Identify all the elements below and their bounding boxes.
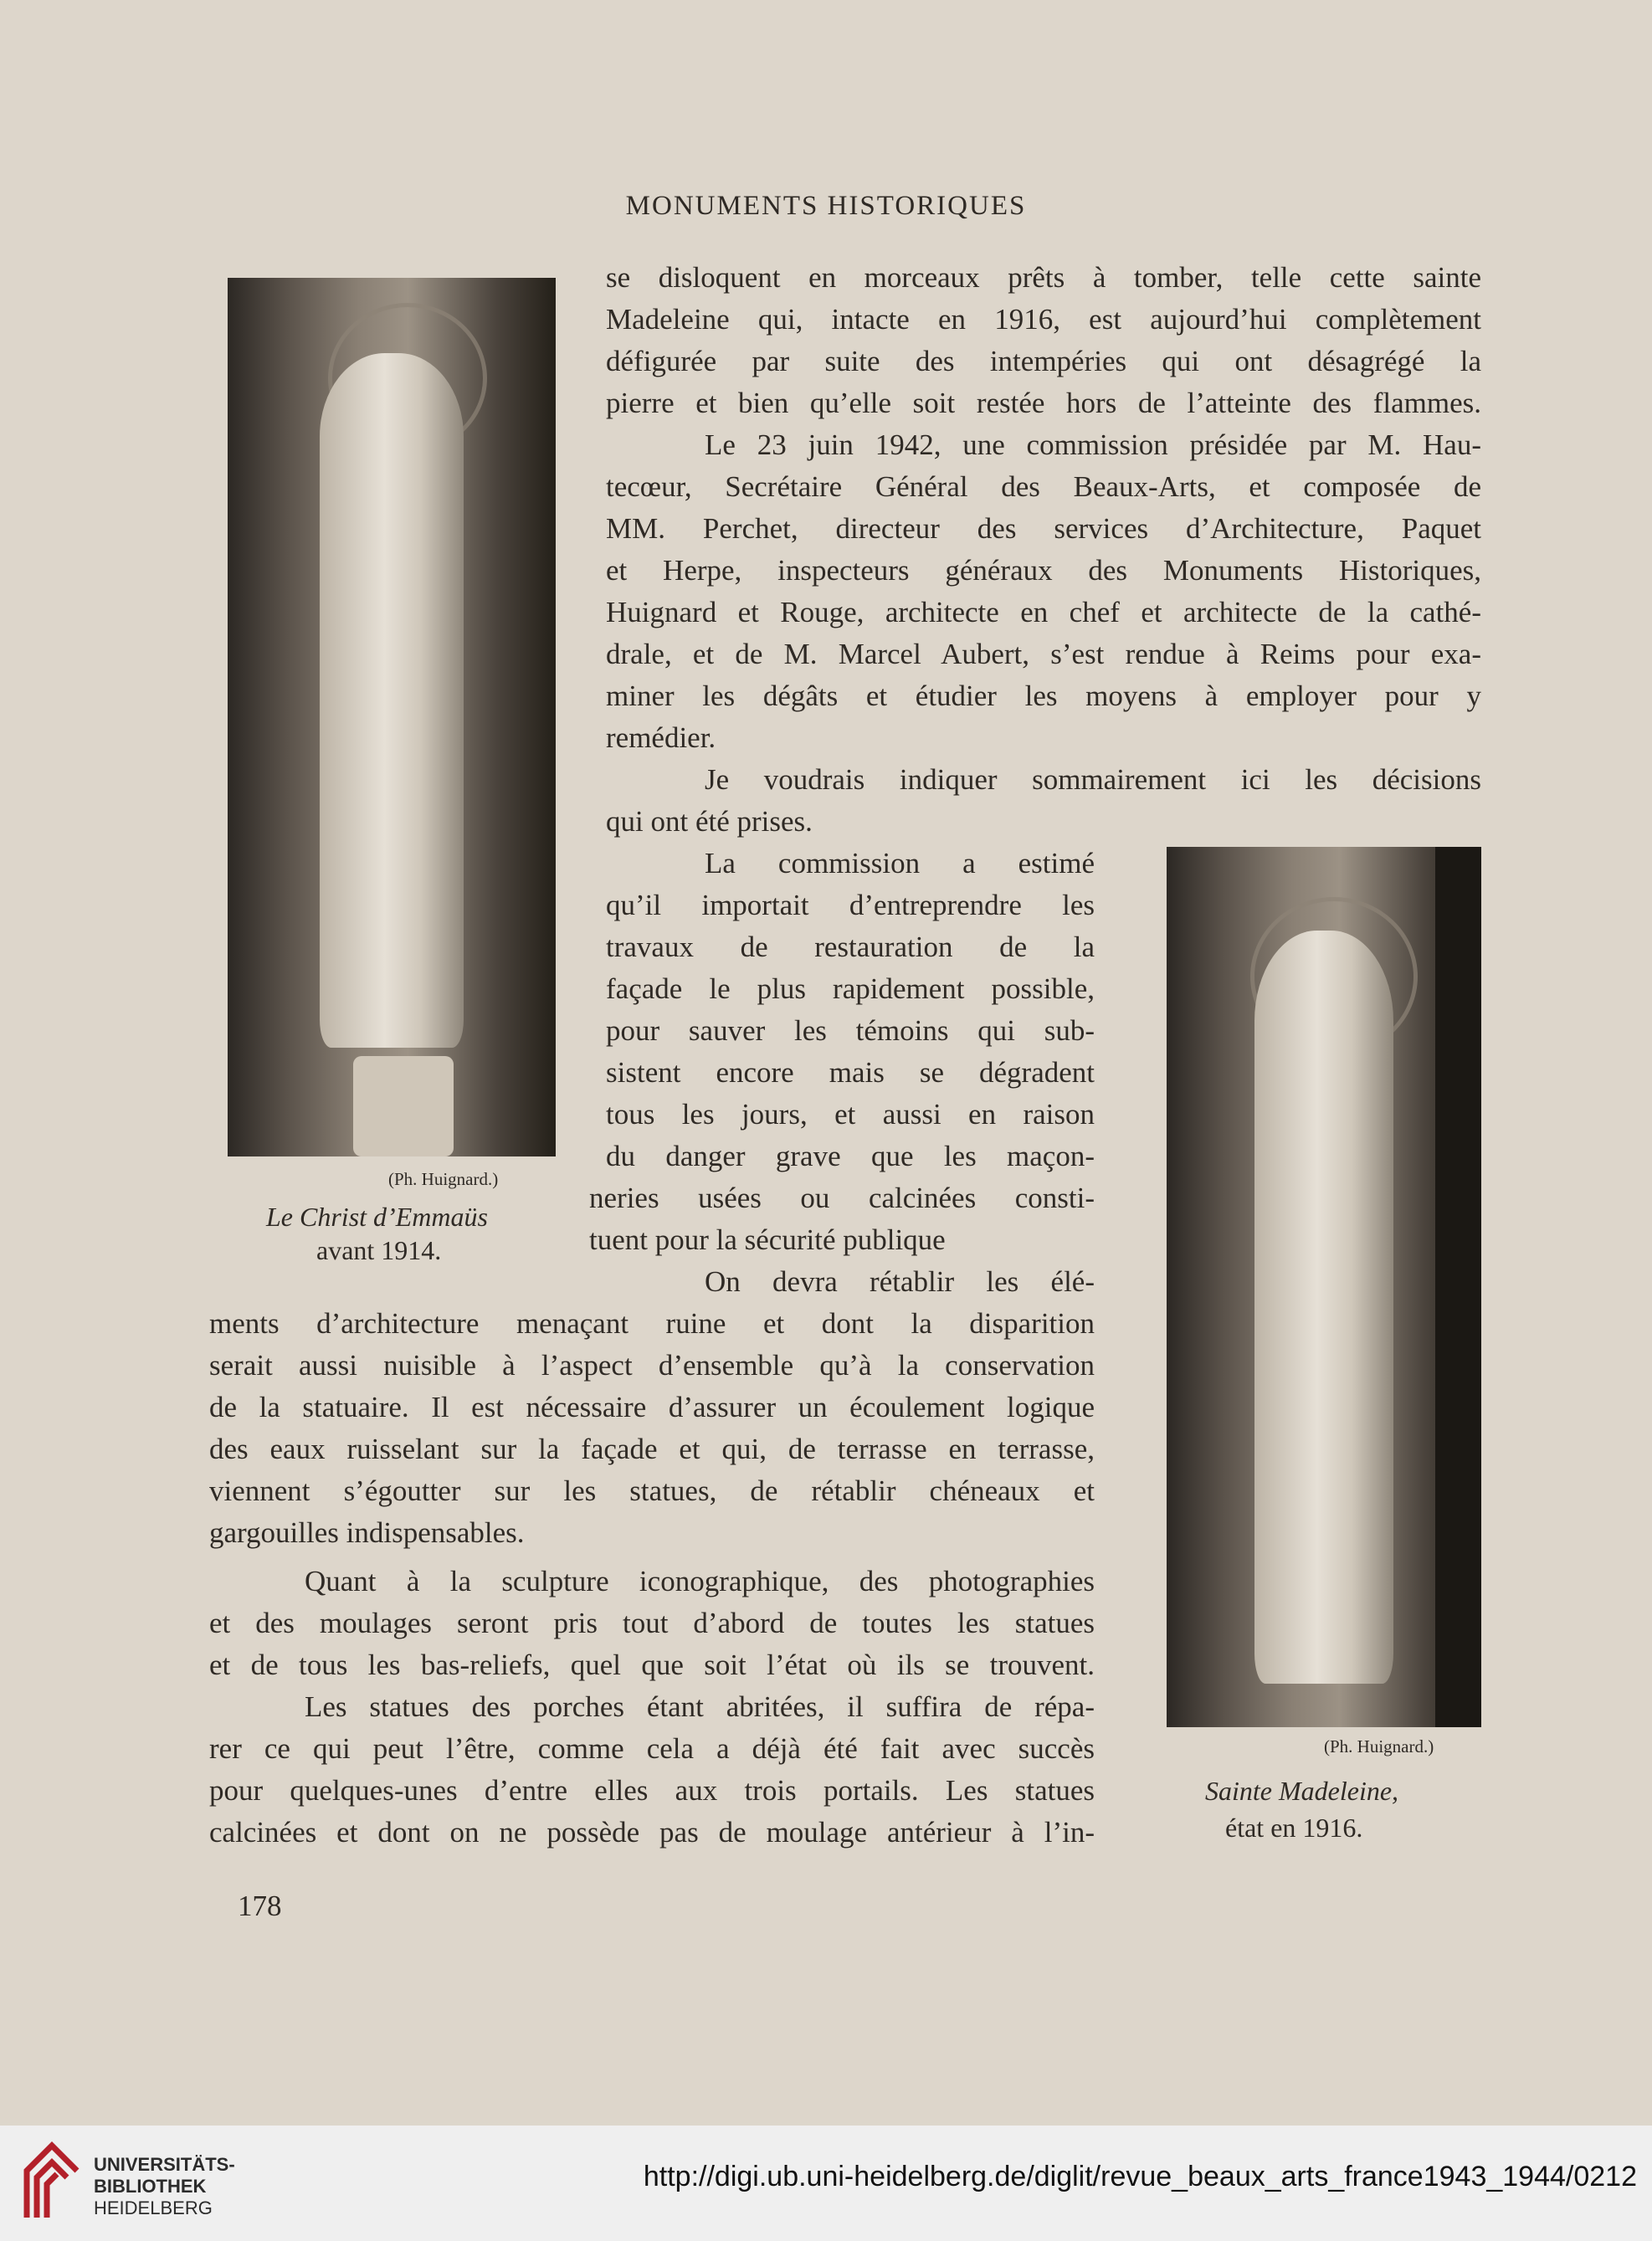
- text-line: qui ont été prises.: [606, 805, 813, 838]
- text-line: rer ce qui peut l’être, comme cela a déjà été fait avec succès: [209, 1732, 1095, 1765]
- text-line: sistent encore mais se dégradent: [606, 1056, 1095, 1089]
- caption-right-title-text: Sainte Madeleine,: [1205, 1776, 1399, 1806]
- text-line: remédier.: [606, 721, 716, 754]
- caption-left-title-text: Le Christ d’Emmaüs: [266, 1202, 488, 1232]
- text-line: défigurée par suite des intempéries qui ont désagrégé la: [606, 345, 1481, 377]
- page-number: 178: [238, 1890, 282, 1922]
- text-line: tecœur, Secrétaire Général des Beaux-Arts, et composée de: [606, 470, 1481, 503]
- statue-figure: [1254, 931, 1393, 1684]
- text-line: travaux de restauration de la: [606, 931, 1095, 963]
- text-line: pour quelques-unes d’entre elles aux trois portails. Les statues: [209, 1774, 1095, 1807]
- text-line: serait aussi nuisible à l’aspect d’ensemble qu’à la conservation: [209, 1349, 1095, 1382]
- text-line: drale, et de M. Marcel Aubert, s’est rendue à Reims pour exa-: [606, 638, 1481, 670]
- text-line: Huignard et Rouge, architecte en chef et architecte de la cathé-: [606, 596, 1481, 628]
- caption-left-title: [266, 1202, 488, 1233]
- text-line: viennent s’égoutter sur les statues, de rétablir chéneaux et: [209, 1474, 1095, 1507]
- photo-credit-right: (Ph. Huignard.): [1324, 1736, 1434, 1756]
- digitization-footer: [0, 2126, 1652, 2241]
- text-line: et Herpe, inspecteurs généraux des Monuments Historiques,: [606, 554, 1481, 587]
- photo-christ-emmaus: [228, 278, 556, 1156]
- library-name-line3: HEIDELBERG: [94, 2197, 213, 2218]
- text-line: pierre et bien qu’elle soit restée hors de l’atteinte des flammes.: [606, 387, 1481, 419]
- statue-figure: [320, 353, 464, 1048]
- running-header: MONUMENTS HISTORIQUES: [625, 191, 1027, 221]
- text-line: miner les dégâts et étudier les moyens à employer pour y: [606, 679, 1481, 712]
- text-line: Quant à la sculpture iconographique, des photographies: [305, 1565, 1095, 1597]
- text-line: Madeleine qui, intacte en 1916, est aujourd’hui complètement: [606, 303, 1481, 336]
- text-line: Je voudrais indiquer sommairement ici les décisions: [705, 763, 1481, 796]
- library-name-line2: BIBLIOTHEK: [94, 2176, 207, 2197]
- library-name: [94, 2154, 235, 2219]
- text-line: gargouilles indispensables.: [209, 1516, 525, 1549]
- text-line: neries usées ou calcinées consti-: [589, 1182, 1095, 1214]
- library-logo-icon: [18, 2137, 84, 2224]
- text-line: se disloquent en morceaux prêts à tomber, telle cette sainte: [606, 261, 1481, 294]
- pedestal: [353, 1056, 454, 1156]
- text-line: et de tous les bas-reliefs, quel que soit l’état où ils se trouvent.: [209, 1649, 1095, 1681]
- text-line: La commission a estimé: [705, 847, 1095, 879]
- shadow-column: [1435, 847, 1481, 1727]
- text-line: façade le plus rapidement possible,: [606, 972, 1095, 1005]
- text-line: du danger grave que les maçon-: [606, 1140, 1095, 1172]
- text-line: Les statues des porches étant abritées, il suffira de répa-: [305, 1690, 1095, 1723]
- text-line: tous les jours, et aussi en raison: [606, 1098, 1095, 1131]
- text-line: tuent pour la sécurité publique: [589, 1223, 946, 1256]
- text-line: calcinées et dont on ne possède pas de moulage antérieur à l’in-: [209, 1816, 1095, 1849]
- text-line: de la statuaire. Il est nécessaire d’assurer un écoulement logique: [209, 1391, 1095, 1423]
- text-line: pour sauver les témoins qui sub-: [606, 1014, 1095, 1047]
- photo-credit-left: (Ph. Huignard.): [388, 1169, 499, 1189]
- text-line: ments d’architecture menaçant ruine et dont la disparition: [209, 1307, 1095, 1340]
- text-line: qu’il importait d’entreprendre les: [606, 889, 1095, 921]
- caption-right-title: [1205, 1776, 1398, 1807]
- source-url-link[interactable]: http://digi.ub.uni-heidelberg.de/diglit/revue_beaux_arts_france1943_1944/0212: [643, 2161, 1637, 2192]
- text-line: MM. Perchet, directeur des services d’Architecture, Paquet: [606, 512, 1481, 545]
- caption-right-date: état en 1916.: [1225, 1813, 1363, 1843]
- text-line: et des moulages seront pris tout d’abord de toutes les statues: [209, 1607, 1095, 1639]
- text-line: Le 23 juin 1942, une commission présidée par M. Hau-: [705, 428, 1481, 461]
- text-line: des eaux ruisselant sur la façade et qui, de terrasse en terrasse,: [209, 1433, 1095, 1465]
- library-name-line1: UNIVERSITÄTS-: [94, 2154, 235, 2175]
- text-line: On devra rétablir les élé-: [705, 1265, 1095, 1298]
- caption-left-date: avant 1914.: [316, 1235, 442, 1265]
- photo-sainte-madeleine: [1167, 847, 1481, 1727]
